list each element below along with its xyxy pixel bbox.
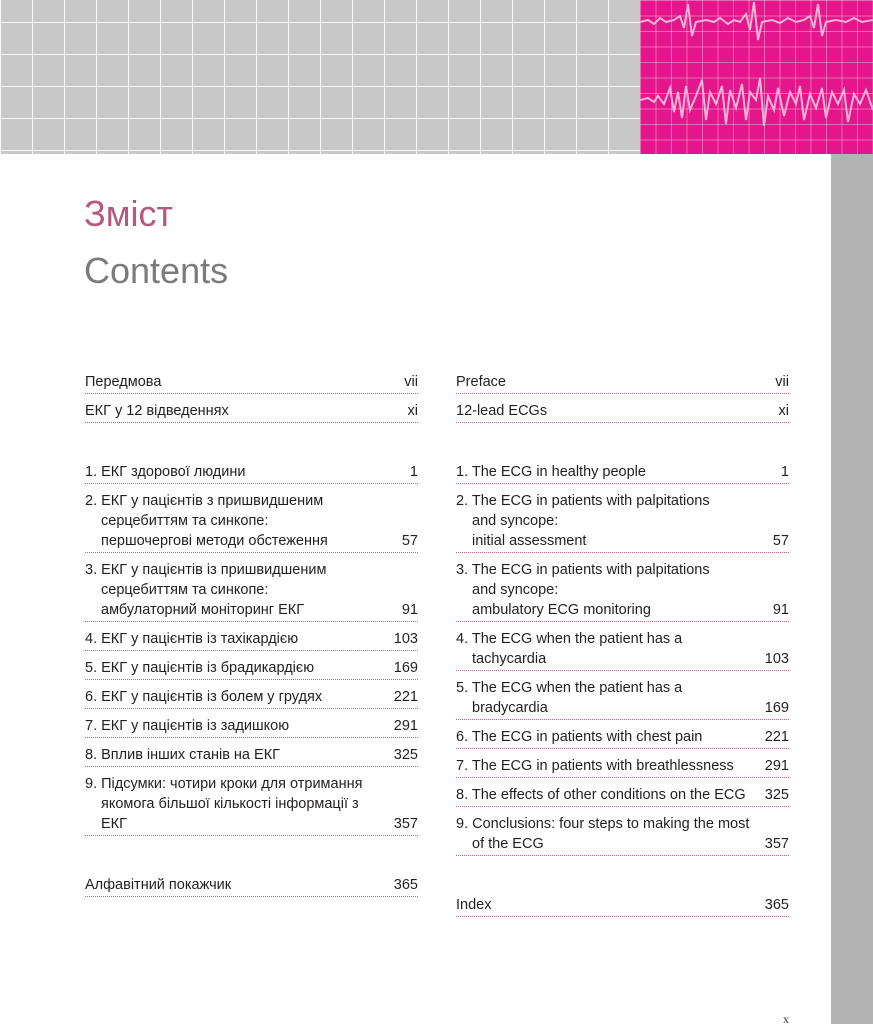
toc-entry[interactable] bbox=[456, 491, 789, 553]
page-title-ukrainian: Зміст bbox=[84, 193, 173, 234]
toc-entry[interactable] bbox=[85, 401, 418, 423]
toc-entry-page: 357 bbox=[393, 816, 418, 832]
toc-entry[interactable] bbox=[456, 560, 789, 622]
toc-entry-title: 6. The ECG in patients with chest pain bbox=[456, 729, 703, 745]
toc-entry-title: Алфавітний покажчик bbox=[85, 877, 232, 893]
toc-entry[interactable] bbox=[85, 560, 418, 622]
toc-entry-page: 365 bbox=[764, 897, 789, 913]
toc-entry-page: 91 bbox=[772, 602, 789, 618]
toc-entry[interactable] bbox=[85, 462, 418, 484]
toc-entry-title: 1. The ECG in healthy people bbox=[456, 464, 646, 480]
toc-entry-page: xi bbox=[407, 403, 418, 419]
toc-entry-title: 4. ЕКГ у пацієнтів із тахікардією bbox=[85, 631, 299, 647]
toc-entry[interactable] bbox=[85, 629, 418, 651]
toc-entry[interactable] bbox=[85, 687, 418, 709]
toc-entry-title: ЕКГ у 12 відведеннях bbox=[85, 403, 229, 419]
toc-entry-title: 5. The ECG when the patient has a bradycardia bbox=[456, 680, 683, 716]
toc-entry-title: 8. Вплив інших станів на ЕКГ bbox=[85, 747, 280, 763]
toc-entry-page: 325 bbox=[764, 787, 789, 803]
toc-entry-title: 9. Підсумки: чотири кроки для отримання якомога більшої кількості інформації з ЕКГ bbox=[85, 776, 363, 832]
toc-entry-title: 7. The ECG in patients with breathlessness bbox=[456, 758, 734, 774]
toc-entry-page: 325 bbox=[393, 747, 418, 763]
toc-entry-page: vii bbox=[404, 374, 418, 390]
toc-entry-page: 57 bbox=[401, 533, 418, 549]
toc-entry-page: 169 bbox=[393, 660, 418, 676]
toc-entry-page: 91 bbox=[401, 602, 418, 618]
toc-entry-page: vii bbox=[775, 374, 789, 390]
toc-entry[interactable] bbox=[85, 716, 418, 738]
toc-entry-title: 1. ЕКГ здорової людини bbox=[85, 464, 246, 480]
toc-entry[interactable] bbox=[85, 491, 418, 553]
toc-entry-page: 291 bbox=[764, 758, 789, 774]
toc-entry[interactable] bbox=[456, 756, 789, 778]
toc-entry-title: 9. Conclusions: four steps to making the most of the ECG bbox=[456, 816, 750, 852]
toc-entry-title: 3. The ECG in patients with palpitations and syncope: ambulatory ECG monitoring bbox=[456, 562, 710, 618]
toc-entry-title: 2. The ECG in patients with palpitations and syncope: initial assessment bbox=[456, 493, 710, 549]
toc-entry-page: 57 bbox=[772, 533, 789, 549]
toc-entry-page: 357 bbox=[764, 836, 789, 852]
toc-entry-title: 7. ЕКГ у пацієнтів із задишкою bbox=[85, 718, 290, 734]
toc-entry[interactable] bbox=[85, 745, 418, 767]
toc-entry-title: 12-lead ECGs bbox=[456, 403, 548, 419]
ecg-trace-image bbox=[640, 0, 873, 154]
toc-entry-page: 221 bbox=[764, 729, 789, 745]
toc-entry[interactable] bbox=[85, 774, 418, 836]
toc-entry-title: Preface bbox=[456, 374, 506, 390]
toc-entry-title: 5. ЕКГ у пацієнтів із брадикардією bbox=[85, 660, 315, 676]
toc-entry[interactable] bbox=[456, 814, 789, 856]
toc-entry-page: 103 bbox=[764, 651, 789, 667]
toc-entry[interactable] bbox=[456, 678, 789, 720]
toc-entry[interactable] bbox=[456, 401, 789, 423]
toc-entry-page: 169 bbox=[764, 700, 789, 716]
toc-entry-title: 2. ЕКГ у пацієнтів з пришвидшеним серцебиттям та синкопе: першочергові методи обстеження bbox=[85, 493, 328, 549]
toc-entry[interactable] bbox=[85, 875, 418, 897]
page-number: x bbox=[783, 1012, 789, 1024]
toc-entry-title: Index bbox=[456, 897, 492, 913]
toc-entry-title: 3. ЕКГ у пацієнтів із пришвидшеним серцебиттям та синкопе: амбулаторний моніторинг ЕКГ bbox=[85, 562, 327, 618]
toc-entry-page: 221 bbox=[393, 689, 418, 705]
toc-entry[interactable] bbox=[456, 785, 789, 807]
header-grid-band bbox=[0, 0, 640, 154]
toc-entry[interactable] bbox=[456, 727, 789, 749]
toc-entry[interactable] bbox=[456, 629, 789, 671]
toc-entry-page: 291 bbox=[393, 718, 418, 734]
side-tab-bar bbox=[831, 154, 873, 1024]
toc-entry-page: 1 bbox=[409, 464, 418, 480]
toc-english-column bbox=[456, 372, 789, 924]
toc-entry-title: Передмова bbox=[85, 374, 162, 390]
page-title-english: Contents bbox=[84, 250, 229, 291]
toc-entry-title: 6. ЕКГ у пацієнтів із болем у грудях bbox=[85, 689, 323, 705]
toc-entry-title: 8. The effects of other conditions on the ECG bbox=[456, 787, 746, 803]
toc-entry-title: 4. The ECG when the patient has a tachycardia bbox=[456, 631, 683, 667]
ecg-trace-icon bbox=[640, 0, 873, 154]
toc-entry[interactable] bbox=[456, 462, 789, 484]
toc-ukrainian-column bbox=[85, 372, 418, 904]
toc-entry[interactable] bbox=[456, 372, 789, 394]
toc-entry[interactable] bbox=[456, 895, 789, 917]
toc-entry-page: xi bbox=[778, 403, 789, 419]
toc-entry-page: 1 bbox=[780, 464, 789, 480]
toc-entry[interactable] bbox=[85, 372, 418, 394]
toc-entry-page: 103 bbox=[393, 631, 418, 647]
toc-entry-page: 365 bbox=[393, 877, 418, 893]
toc-entry[interactable] bbox=[85, 658, 418, 680]
